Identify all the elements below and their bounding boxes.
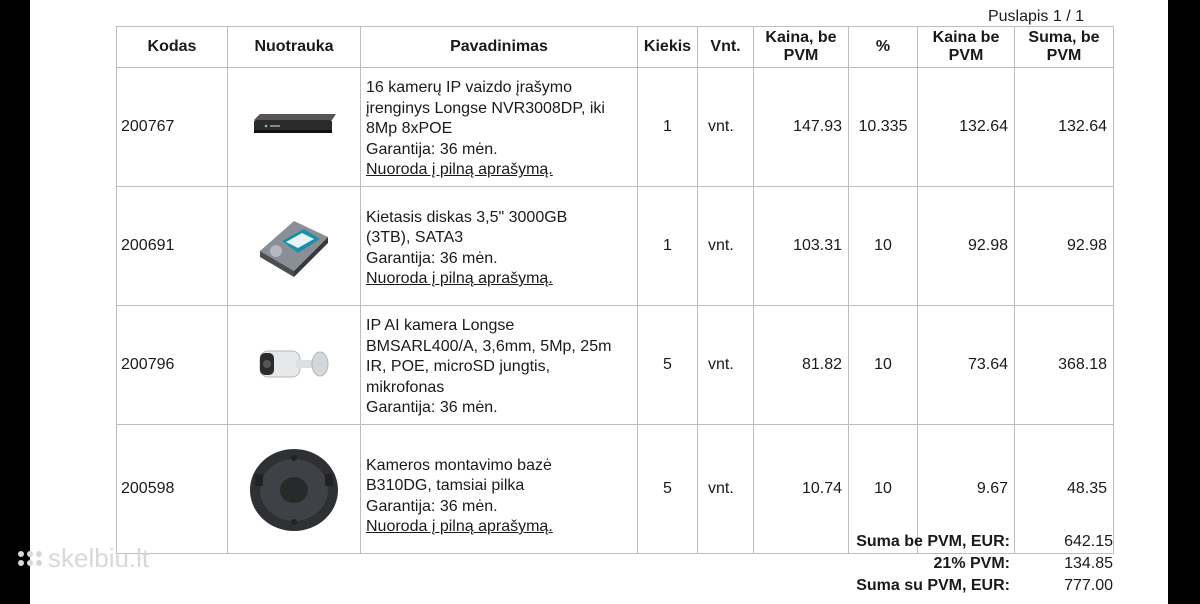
warranty-text: Garantija: 36 mėn. [366, 497, 498, 515]
cell-sum: 48.35 [1015, 425, 1114, 554]
cell-sum: 132.64 [1015, 68, 1114, 187]
product-name-line: IP AI kamera Longse [366, 317, 515, 335]
description-link[interactable]: Nuoroda į pilną aprašymą. [366, 161, 553, 179]
cell-code: 200796 [117, 306, 228, 425]
cell-pct: 10.335 [849, 68, 918, 187]
total-value: 642.15 [1064, 533, 1113, 550]
warranty-text: Garantija: 36 mėn. [366, 399, 498, 417]
nvr-recorder-image [252, 104, 336, 150]
total-value: 777.00 [1064, 577, 1113, 594]
col-header-sum: Suma, be PVM [1015, 27, 1114, 68]
col-header-unit: Vnt. [698, 27, 754, 68]
items-table [116, 26, 1114, 554]
cell-unit: vnt. [698, 68, 754, 187]
junction-box-image [247, 444, 341, 534]
cell-pct: 10 [849, 425, 918, 554]
table-header-row [117, 27, 1114, 68]
cell-qty: 5 [638, 425, 698, 554]
cell-qty: 1 [638, 187, 698, 306]
cell-net-price: 132.64 [918, 68, 1015, 187]
cell-code: 200598 [117, 425, 228, 554]
total-label: Suma su PVM, EUR: [856, 577, 1010, 594]
product-name-line: Kietasis diskas 3,5" 3000GB [366, 208, 568, 226]
col-header-code: Kodas [117, 27, 228, 68]
product-name-line: mikrofonas [366, 378, 445, 396]
description-link[interactable]: Nuoroda į pilną aprašymą. [366, 270, 553, 287]
col-header-photo: Nuotrauka [228, 27, 361, 68]
col-header-qty: Kiekis [638, 27, 698, 68]
cell-price: 10.74 [754, 425, 849, 554]
product-name-line: įrenginys Longse NVR3008DP, iki [366, 99, 605, 117]
invoice-page [30, 0, 1168, 604]
cell-net-price: 73.64 [918, 306, 1015, 425]
total-label: Suma be PVM, EUR: [856, 533, 1010, 550]
cell-price: 81.82 [754, 306, 849, 425]
product-name-line: 8Mp 8xPOE [366, 120, 453, 138]
cell-sum: 92.98 [1015, 187, 1114, 306]
cell-unit: vnt. [698, 306, 754, 425]
total-row-net [730, 531, 1115, 553]
cell-net-price: 92.98 [918, 187, 1015, 306]
cell-code: 200767 [117, 68, 228, 187]
cell-code: 200691 [117, 187, 228, 306]
product-name-line: (3TB), SATA3 [366, 229, 464, 246]
col-header-net-price: Kaina be PVM [918, 27, 1015, 68]
table-row [117, 68, 1114, 187]
cell-net-price: 9.67 [918, 425, 1015, 554]
total-row-vat [730, 553, 1115, 575]
site-watermark [18, 543, 149, 574]
bullet-camera-image [256, 343, 332, 387]
cell-price: 147.93 [754, 68, 849, 187]
cell-pct: 10 [849, 306, 918, 425]
total-label: 21% PVM: [933, 555, 1010, 572]
total-value: 134.85 [1064, 555, 1113, 572]
table-row [117, 187, 1114, 306]
warranty-text: Garantija: 36 mėn. [366, 140, 498, 158]
total-row-gross [730, 575, 1115, 597]
col-header-pct: % [849, 27, 918, 68]
cell-sum: 368.18 [1015, 306, 1114, 425]
cell-pct: 10 [849, 187, 918, 306]
product-name-line: IR, POE, microSD jungtis, [366, 358, 551, 376]
cell-unit: vnt. [698, 425, 754, 554]
col-header-name: Pavadinimas [361, 27, 638, 68]
product-name-line: Kameros montavimo bazė [366, 456, 552, 474]
cell-unit: vnt. [698, 187, 754, 306]
product-name-line: BMSARL400/A, 3,6mm, 5Mp, 25m [366, 337, 612, 355]
hard-drive-image [256, 211, 332, 281]
product-name-line: 16 kamerų IP vaizdo įrašymo [366, 79, 573, 97]
description-link[interactable]: Nuoroda į pilną aprašymą. [366, 518, 553, 535]
cell-price: 103.31 [754, 187, 849, 306]
page-number: Puslapis 1 / 1 [987, 8, 1084, 25]
watermark-logo-icon [18, 551, 42, 566]
table-row [117, 306, 1114, 425]
totals-block [730, 531, 1115, 597]
product-name-line: B310DG, tamsiai pilka [366, 477, 525, 494]
col-header-price: Kaina, be PVM [754, 27, 849, 68]
cell-qty: 5 [638, 306, 698, 425]
watermark-text: skelbiu.lt [48, 543, 150, 573]
cell-qty: 1 [638, 68, 698, 187]
warranty-text: Garantija: 36 mėn. [366, 249, 498, 267]
